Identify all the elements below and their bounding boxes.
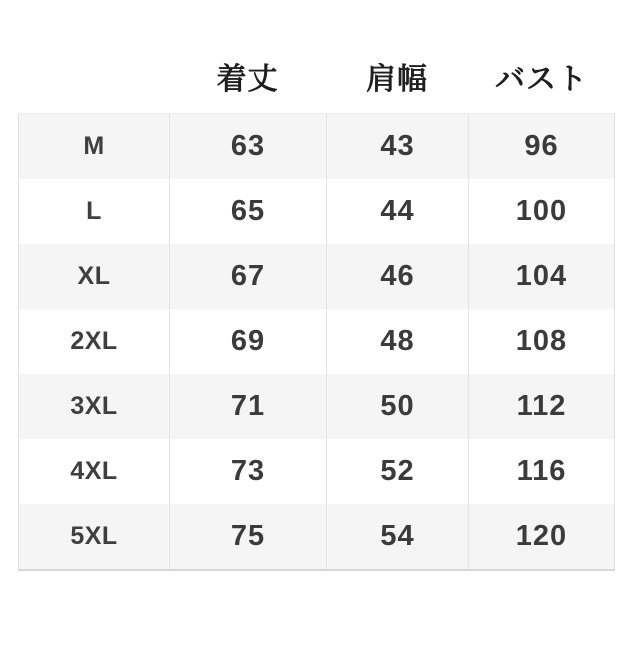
size-label: 3XL	[70, 392, 118, 420]
bust-value: 104	[468, 244, 614, 309]
size-label: 5XL	[70, 522, 118, 550]
table-row-5xl	[19, 504, 614, 569]
bust-value: 100	[468, 179, 614, 244]
bust-value: 116	[468, 439, 614, 504]
length-value: 69	[169, 309, 326, 374]
bust-value: 108	[468, 309, 614, 374]
column-header-length: 着丈	[216, 63, 279, 96]
table-row-l	[19, 179, 614, 244]
size-chart-table	[18, 113, 615, 571]
column-header-empty	[18, 52, 169, 100]
table-row-m	[19, 114, 614, 179]
length-value: 65	[169, 179, 326, 244]
shoulder-value: 52	[326, 439, 468, 504]
column-header-bust: バスト	[495, 63, 588, 96]
bust-value: 120	[468, 504, 614, 569]
bust-value: 112	[468, 374, 614, 439]
size-label: XL	[77, 262, 111, 290]
bust-value: 96	[468, 114, 614, 179]
shoulder-value: 48	[326, 309, 468, 374]
length-value: 63	[169, 114, 326, 179]
size-label: 2XL	[70, 327, 118, 355]
table-row-3xl	[19, 374, 614, 439]
column-header-shoulder: 肩幅	[366, 63, 428, 96]
shoulder-value: 50	[326, 374, 468, 439]
size-label: M	[83, 132, 105, 160]
table-row-2xl	[19, 309, 614, 374]
table-row-4xl	[19, 439, 614, 504]
size-label: 4XL	[70, 457, 118, 485]
length-value: 75	[169, 504, 326, 569]
column-header-row	[18, 52, 615, 100]
shoulder-value: 54	[326, 504, 468, 569]
shoulder-value: 46	[326, 244, 468, 309]
size-label: L	[86, 197, 102, 225]
length-value: 67	[169, 244, 326, 309]
shoulder-value: 44	[326, 179, 468, 244]
shoulder-value: 43	[326, 114, 468, 179]
length-value: 73	[169, 439, 326, 504]
length-value: 71	[169, 374, 326, 439]
table-row-xl	[19, 244, 614, 309]
